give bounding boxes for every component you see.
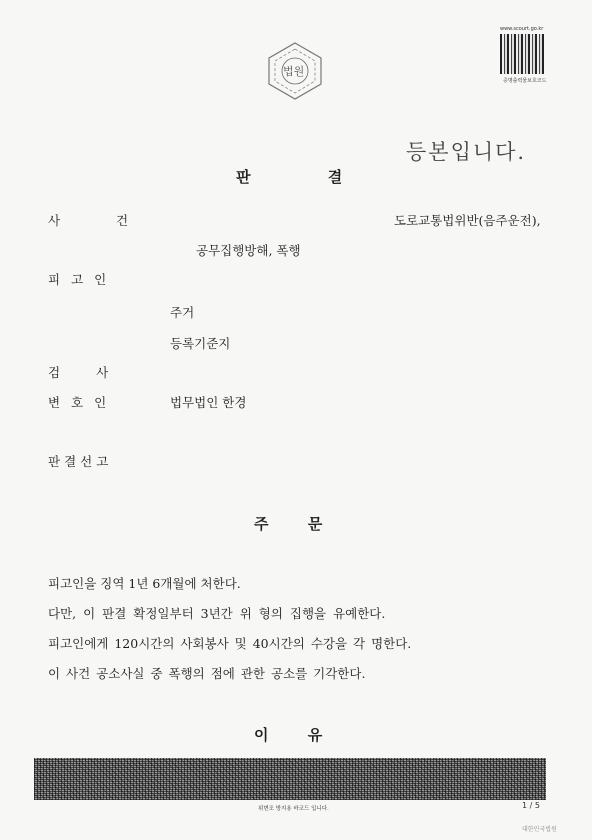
prosecutor-label: 검사 <box>48 365 145 380</box>
order-line: 피고인에게 120시간의 사회봉사 및 40시간의 수강을 각 명한다. <box>48 636 412 651</box>
order-line: 다만, 이 판결 확정일부터 3년간 위 형의 집행을 유예한다. <box>48 606 386 621</box>
barcode-note: 위변조 방지용 바코드 입니다. <box>258 806 329 812</box>
order-title: 주 문 <box>254 515 323 533</box>
order-line: 이 사건 공소사실 중 폭행의 점에 관한 공소를 기각한다. <box>48 666 366 681</box>
anti-forgery-barcode <box>34 758 546 800</box>
qr-url: www.scourt.go.kr <box>500 26 544 32</box>
document-title: 판 결 <box>236 168 363 186</box>
qr-caption: 증명출력물보호코드 <box>503 78 547 84</box>
certified-copy-stamp: 등본입니다. <box>406 140 527 164</box>
defendant-label: 피고인 <box>48 272 118 287</box>
counsel-value: 법무법인 한경 <box>170 395 247 410</box>
case-value-line2: 공무집행방해, 폭행 <box>196 243 301 258</box>
order-line: 피고인을 징역 1년 6개월에 처한다. <box>48 576 241 591</box>
residence-label: 주거 <box>170 305 195 320</box>
registration-label: 등록기준지 <box>170 336 231 351</box>
counsel-label: 변호인 <box>48 395 118 410</box>
sentence-date-label: 판결선고 <box>48 454 113 469</box>
protection-qr-code <box>500 34 544 74</box>
page-number: 1 / 5 <box>522 801 540 810</box>
reason-title: 이 유 <box>254 726 323 744</box>
case-value-line1: 도로교통법위반(음주운전), <box>394 213 541 228</box>
seal-text: 법원 <box>283 65 305 78</box>
court-seal <box>264 40 326 102</box>
case-label: 사 건 <box>48 213 149 228</box>
court-footer: 대한민국법원 <box>522 826 557 833</box>
